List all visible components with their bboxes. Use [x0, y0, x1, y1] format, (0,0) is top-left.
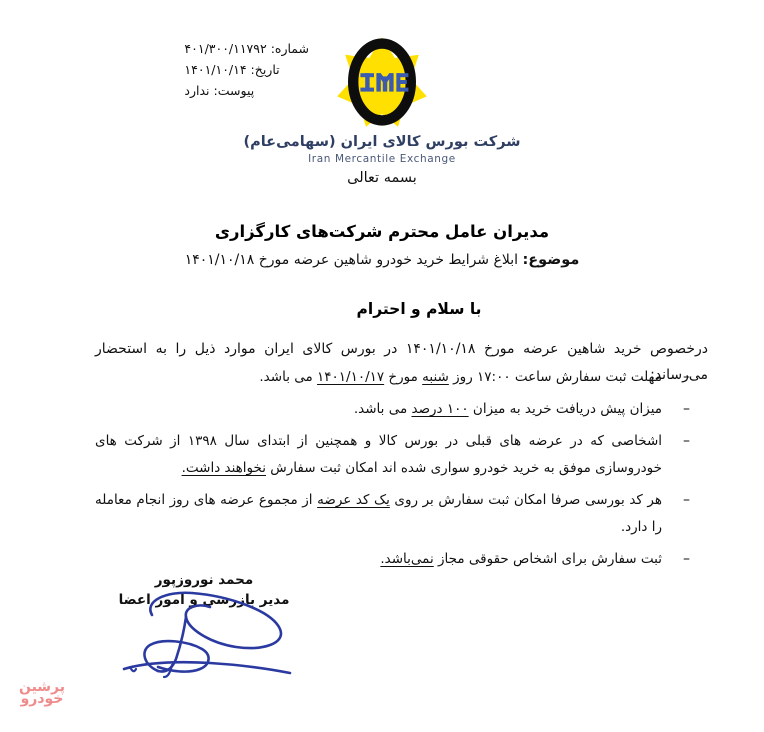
emphasis-underlined: ۱۴۰۱/۱۰/۱۷	[317, 369, 385, 385]
signatory-title: مدیر بازرسی و امور اعضا	[118, 592, 290, 608]
condition-text: مهلت ثبت سفارش ساعت ۱۷:۰۰ روز	[448, 369, 662, 385]
ime-star-ring-logo-icon	[334, 34, 430, 130]
emphasis-underlined: نخواهند داشت.	[181, 460, 266, 476]
condition-text: می باشد.	[353, 401, 412, 417]
condition-text: اشخاصی که در عرضه های قبلی در بورس کالا و همچنین از ابتدای سال ۱۳۹۸ از شرکت های خودروسازی موفق به خرید خودرو سواری شده اند امکان ثبت سفارش	[95, 433, 663, 476]
signature-block	[74, 570, 334, 610]
letterhead	[0, 34, 764, 167]
condition-item-prepayment-amount	[95, 396, 708, 423]
subject-label: موضوع:	[522, 252, 580, 268]
addressee-line: مدیران عامل محترم شرکت‌های کارگزاری	[214, 222, 550, 241]
doc-number-value: ۴۰۱/۳۰۰/۱۱۷۹۲	[184, 41, 267, 56]
organization-name-fa: شرکت بورس کالای ایران (سهامی‌عام)	[243, 134, 521, 150]
condition-item-previous-buyers-excluded	[95, 428, 708, 482]
condition-item-legal-entities-not-allowed	[95, 546, 708, 573]
organization-name-en: Iran Mercantile Exchange	[308, 153, 456, 165]
subject-line	[0, 252, 764, 268]
emphasis-underlined: نمی‌باشد.	[380, 551, 434, 567]
doc-number-label: شماره:	[270, 41, 309, 56]
condition-text: میزان پیش دریافت خرید به میزان	[468, 401, 662, 417]
signatory-name: محمد نوروزپور	[154, 572, 254, 588]
conditions-list	[95, 364, 708, 578]
doc-attachment-label: پیوست:	[213, 83, 255, 98]
intro-paragraph: درخصوص خرید شاهین عرضه مورخ ۱۴۰۱/۱۰/۱۸ در بورس کالای ایران موارد ذیل را به استحضار می‌رساند:	[95, 341, 708, 383]
condition-text: از مجموع عرضه های روز انجام معامله را دارد.	[95, 492, 662, 535]
emphasis-underlined: یک کد عرضه	[317, 492, 390, 508]
condition-text: می باشد.	[259, 369, 318, 385]
subject-text: ابلاغ شرایط خرید خودرو شاهین عرضه مورخ ۱۴۰۱/۱۰/۱۸	[184, 252, 518, 268]
doc-attachment-value: ندارد	[184, 83, 210, 98]
greeting-line: با سلام و احترام	[356, 300, 482, 318]
condition-text: مورخ	[384, 369, 423, 385]
condition-text: ثبت سفارش برای اشخاص حقوقی مجاز	[433, 551, 662, 567]
watermark-logo	[10, 678, 74, 724]
condition-text: هر کد بورسی صرفا امکان ثبت سفارش بر روی	[389, 492, 663, 508]
condition-item-order-deadline	[95, 364, 708, 391]
watermark-line-2: خودرو	[20, 691, 64, 707]
watermark-line-1: پرشین	[18, 679, 66, 695]
doc-date-label: تاریخ:	[250, 62, 280, 77]
basmala-text: بسمه تعالی	[347, 170, 417, 186]
emphasis-underlined: ۱۰۰ درصد	[411, 401, 469, 417]
condition-item-one-code-one-offering	[95, 487, 708, 541]
emphasis-underlined: شنبه	[422, 369, 449, 385]
doc-date-value: ۱۴۰۱/۱۰/۱۴	[184, 62, 247, 77]
